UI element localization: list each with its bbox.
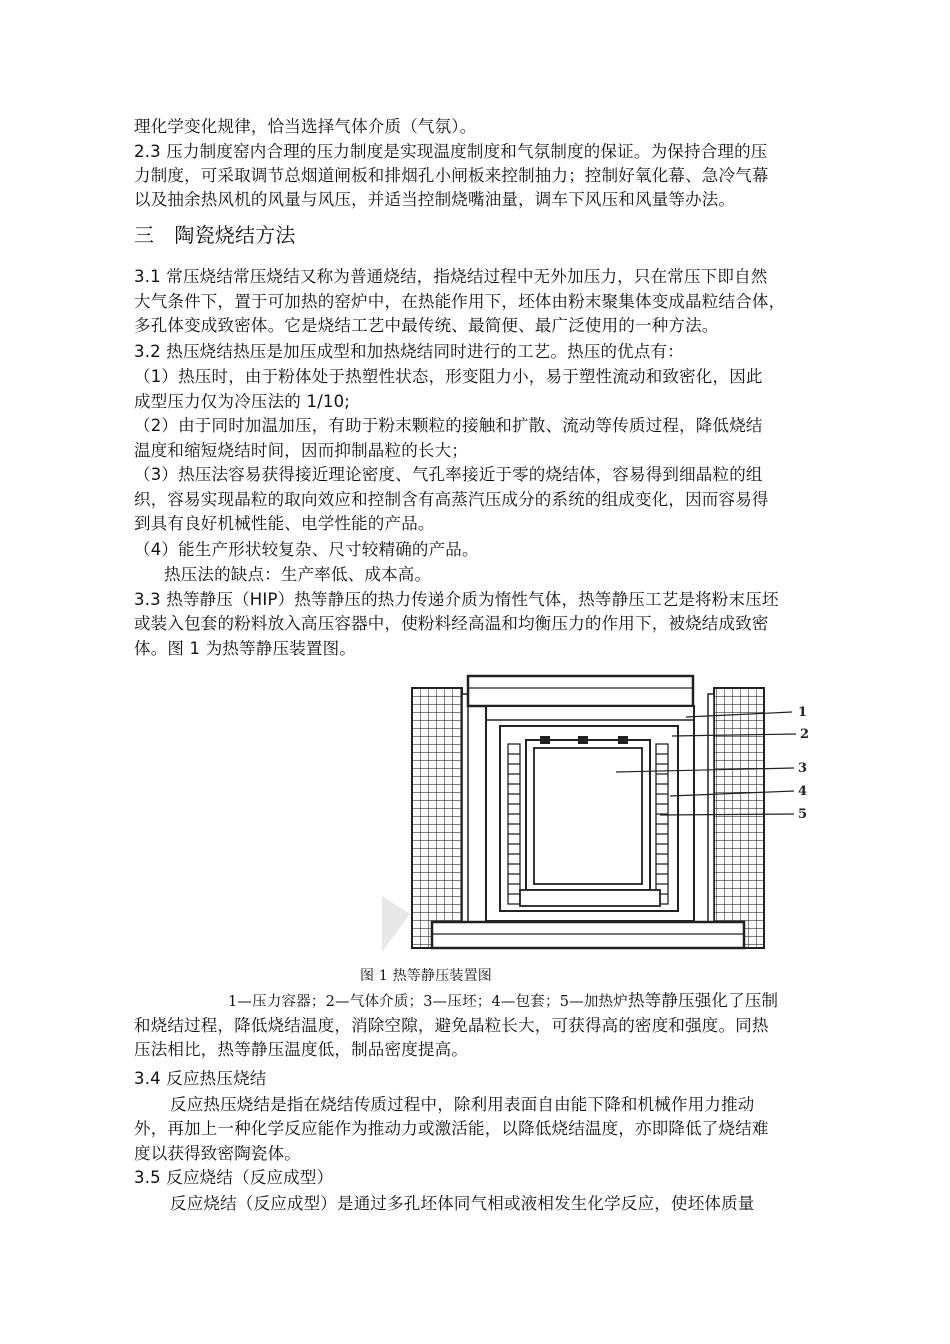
powder-compact bbox=[534, 748, 642, 884]
subsection-heading: 3.5 反应烧结（反应成型） bbox=[134, 1168, 334, 1187]
text-line: 温度和缩短烧结时间，因而抑制晶粒的长大； bbox=[134, 441, 468, 460]
text-line: 和烧结过程，降低烧结温度，消除空隙，避免晶粒长大，可获得高的密度和强度。同热 bbox=[134, 1016, 769, 1035]
figure-label-4: 4 bbox=[798, 784, 808, 799]
text-line: 热等静压强化了压制 bbox=[627, 991, 779, 1010]
text-line: 反应烧结（反应成型）是通过多孔坯体同气相或液相发生化学反应，使坯体质量 bbox=[170, 1194, 755, 1213]
figure-label-3: 3 bbox=[798, 761, 808, 776]
text-line: （1）热压时，由于粉体处于热塑性状态，形变阻力小，易于塑性流动和致密化，因此 bbox=[134, 367, 763, 386]
text-line: 2.3 压力制度窑内合理的压力制度是实现温度制度和气氛制度的保证。为保持合理的压 bbox=[134, 142, 768, 161]
figure-label-2: 2 bbox=[800, 727, 810, 742]
shadow-mark bbox=[382, 896, 410, 952]
text-line: 以及抽余热风机的风量与风压，并适当控制烧嘴油量，调车下风压和风量等办法。 bbox=[134, 190, 736, 209]
text-line: 多孔体变成致密体。它是烧结工艺中最传统、最简便、最广泛使用的一种方法。 bbox=[134, 316, 719, 335]
right-pressure-vessel-wall bbox=[708, 688, 764, 948]
figure-label-1: 1 bbox=[798, 705, 808, 720]
figure-legend: 1—压力容器；2—气体介质；3—压坯；4—包套；5—加热炉 bbox=[228, 994, 628, 1010]
text-line: 到具有良好机械性能、电学性能的产品。 bbox=[134, 514, 435, 533]
figure-legend-line bbox=[228, 989, 778, 1014]
text-line: 热压法的缺点：生产率低、成本高。 bbox=[164, 565, 432, 584]
text-line: 3.3 热等静压（HIP）热等静压的热力传递介质为惰性气体，热等静压工艺是将粉末压坯 bbox=[134, 590, 779, 609]
subsection-heading: 3.4 反应热压烧结 bbox=[134, 1069, 267, 1088]
text-line: 反应热压烧结是指在烧结传质过程中，除利用表面自由能下降和机械作用力推动 bbox=[170, 1095, 755, 1114]
bottom-closure-plug bbox=[432, 922, 744, 948]
text-line: 体。图 1 为热等静压装置图。 bbox=[134, 639, 356, 658]
text-line: 理化学变化规律，恰当选择气体介质（气氛）。 bbox=[134, 117, 477, 136]
hip-apparatus-diagram bbox=[380, 664, 820, 964]
text-line: 度以获得致密陶瓷体。 bbox=[134, 1144, 301, 1163]
text-line: 织，容易实现晶粒的取向效应和控制含有高蒸汽压成分的系统的组成变化，因而容易得 bbox=[134, 490, 769, 509]
text-line: （2）由于同时加温加压，有助于粉末颗粒的接触和扩散、流动等传质过程，降低烧结 bbox=[134, 416, 763, 435]
text-line: 3.1 常压烧结常压烧结又称为普通烧结，指烧结过程中无外加压力，只在常压下即自然 bbox=[134, 267, 768, 286]
text-line: 或装入包套的粉料放入高压容器中，使粉料经高温和均衡压力的作用下，被烧结成致密 bbox=[134, 614, 769, 633]
figure-caption: 图 1 热等静压装置图 bbox=[360, 968, 493, 984]
text-line: 压法相比，热等静压温度低，制品密度提高。 bbox=[134, 1040, 468, 1059]
text-line: （4）能生产形状较复杂、尺寸较精确的产品。 bbox=[134, 540, 479, 559]
text-line: （3）热压法容易获得接近理论密度、气孔率接近于零的烧结体，容易得到细晶粒的组 bbox=[134, 465, 763, 484]
left-pressure-vessel-wall bbox=[412, 688, 468, 948]
text-line: 力制度，可采取调节总烟道闸板和排烟孔小闸板来控制抽力；控制好氧化幕、急冷气幕 bbox=[134, 166, 769, 185]
top-closure-plug bbox=[468, 676, 693, 706]
text-line: 3.2 热压烧结热压是加压成型和加热烧结同时进行的工艺。热压的优点有： bbox=[134, 342, 684, 361]
text-line: 成型压力仅为冷压法的 1/10; bbox=[134, 392, 351, 411]
figure-label-5: 5 bbox=[798, 807, 808, 822]
text-line: 外，再加上一种化学反应能作为推动力或激活能，以降低烧结温度，亦即降低了烧结难 bbox=[134, 1119, 769, 1138]
text-line: 大气条件下，置于可加热的窑炉中，在热能作用下，坯体由粉末聚集体变成晶粒结合体， bbox=[134, 292, 786, 311]
base-support bbox=[520, 890, 660, 906]
section-heading: 三 陶瓷烧结方法 bbox=[134, 223, 296, 247]
